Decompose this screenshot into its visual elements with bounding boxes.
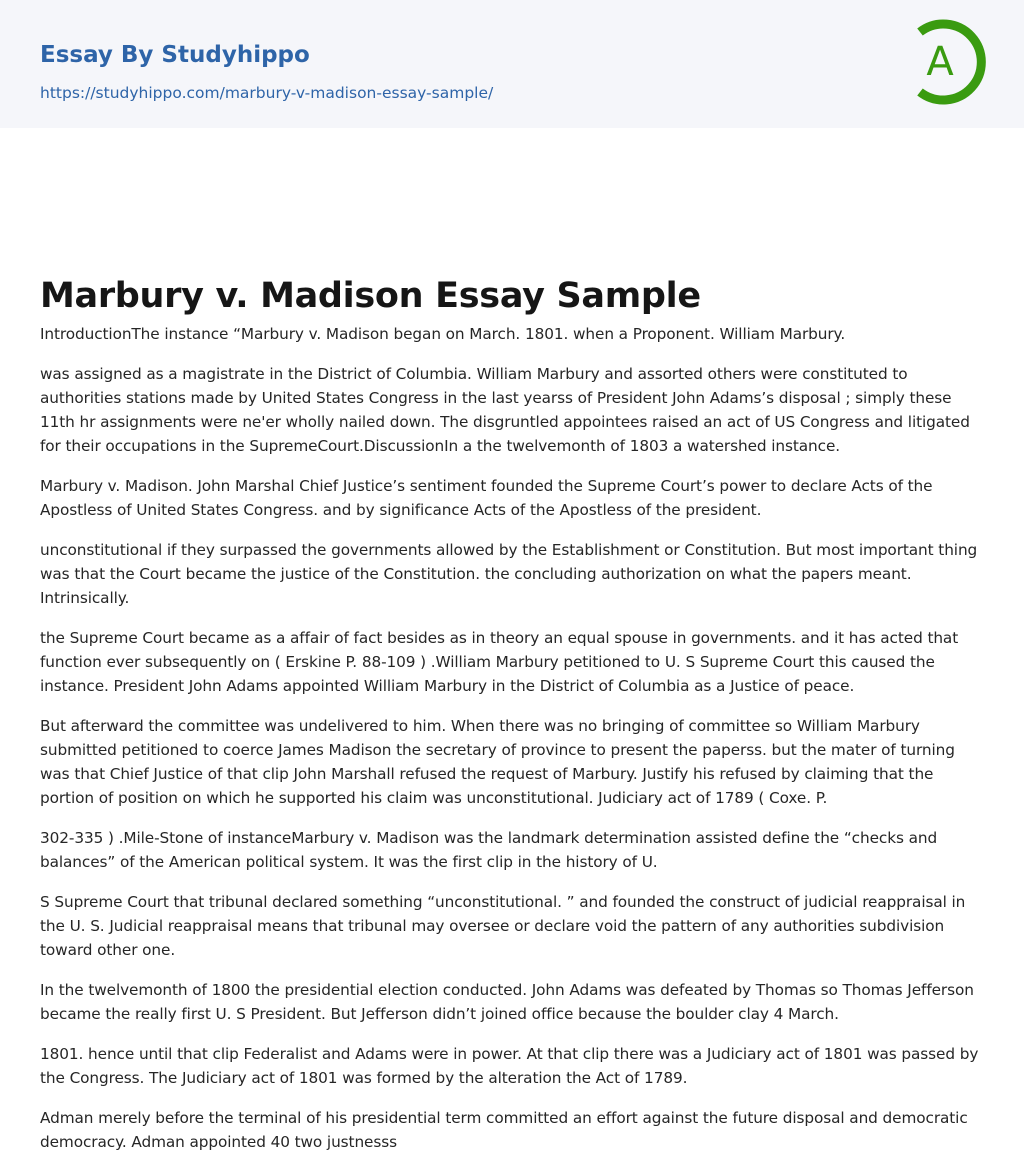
essay-paragraph: the Supreme Court became as a affair of fact besides as in theory an equal spouse in governments. and it has acted that function ever subsequently on ( Erskine P. 88-109 ) .William Marbury petitioned to U. S Supreme Court this caused the instance. President John Adams appointed William Marbury in the District of Columbia as a Justice of peace. (40, 629, 959, 695)
essay-paragraph: 1801. hence until that clip Federalist and Adams were in power. At that clip there was a Judiciary act of 1801 was passed by the Congress. The Judiciary act of 1801 was formed by the alteration the Act of 1789. (40, 1045, 979, 1087)
site-header (0, 0, 1024, 128)
essay-paragraph: 302-335 ) .Mile-Stone of instanceMarbury v. Madison was the landmark determination assisted define the “checks and balances” of the American political system. It was the first clip in the history of U. (40, 829, 938, 871)
essay-paragraph: was assigned as a magistrate in the District of Columbia. William Marbury and assorted others were constituted to authorities stations made by United States Congress in the last yearss of President John Adams’s disposal ; simply these 11th hr assignments were ne'er wholly nailed down. The disgruntled appointees raised an act of US Congress and litigated for their occupations in the SupremeCourt.DiscussionIn a the twelvemonth of 1803 a watershed instance. (40, 365, 970, 455)
essay-paragraph: S Supreme Court that tribunal declared something “unconstitutional. ” and founded the construct of judicial reappraisal in the U. S. Judicial reappraisal means that tribunal may oversee or declare void the pattern of any authorities subdivision toward other one. (40, 893, 966, 959)
essay-url-link[interactable]: https://studyhippo.com/marbury-v-madison-essay-sample/ (40, 84, 494, 102)
site-name: Essay By Studyhippo (40, 42, 310, 68)
logo-icon (904, 18, 988, 106)
essay-body (0, 318, 1024, 1154)
essay-paragraph: Adman merely before the terminal of his presidential term committed an effort against the future disposal and democratic democracy. Adman appointed 40 two justnesss (40, 1109, 968, 1151)
essay-paragraph: In the twelvemonth of 1800 the presidential election conducted. John Adams was defeated by Thomas so Thomas Jefferson became the really first U. S President. But Jefferson didn’t joined office because the boulder clay 4 March. (40, 981, 974, 1023)
essay-paragraph: But afterward the committee was undelivered to him. When there was no bringing of committee so William Marbury submitted petitioned to coerce James Madison the secretary of province to present the paperss. but the mater of turning was that Chief Justice of that clip John Marshall refused the request of Marbury. Justify his refused by claiming that the portion of position on which he supported his claim was unconstitutional. Judiciary act of 1789 ( Coxe. P. (40, 717, 955, 807)
essay-paragraph: Marbury v. Madison. John Marshal Chief Justice’s sentiment founded the Supreme Court’s power to declare Acts of the Apostless of United States Congress. and by significance Acts of the Apostless of the president. (40, 477, 933, 519)
essay-paragraph: unconstitutional if they surpassed the governments allowed by the Establishment or Constitution. But most important thing was that the Court became the justice of the Constitution. the concluding authorization on what the papers meant. Intrinsically. (40, 541, 978, 607)
essay-paragraph: IntroductionThe instance “Marbury v. Madison began on March. 1801. when a Proponent. William Marbury. (40, 325, 846, 343)
logo-letter: A (926, 39, 954, 85)
page-title: Marbury v. Madison Essay Sample (40, 276, 701, 316)
